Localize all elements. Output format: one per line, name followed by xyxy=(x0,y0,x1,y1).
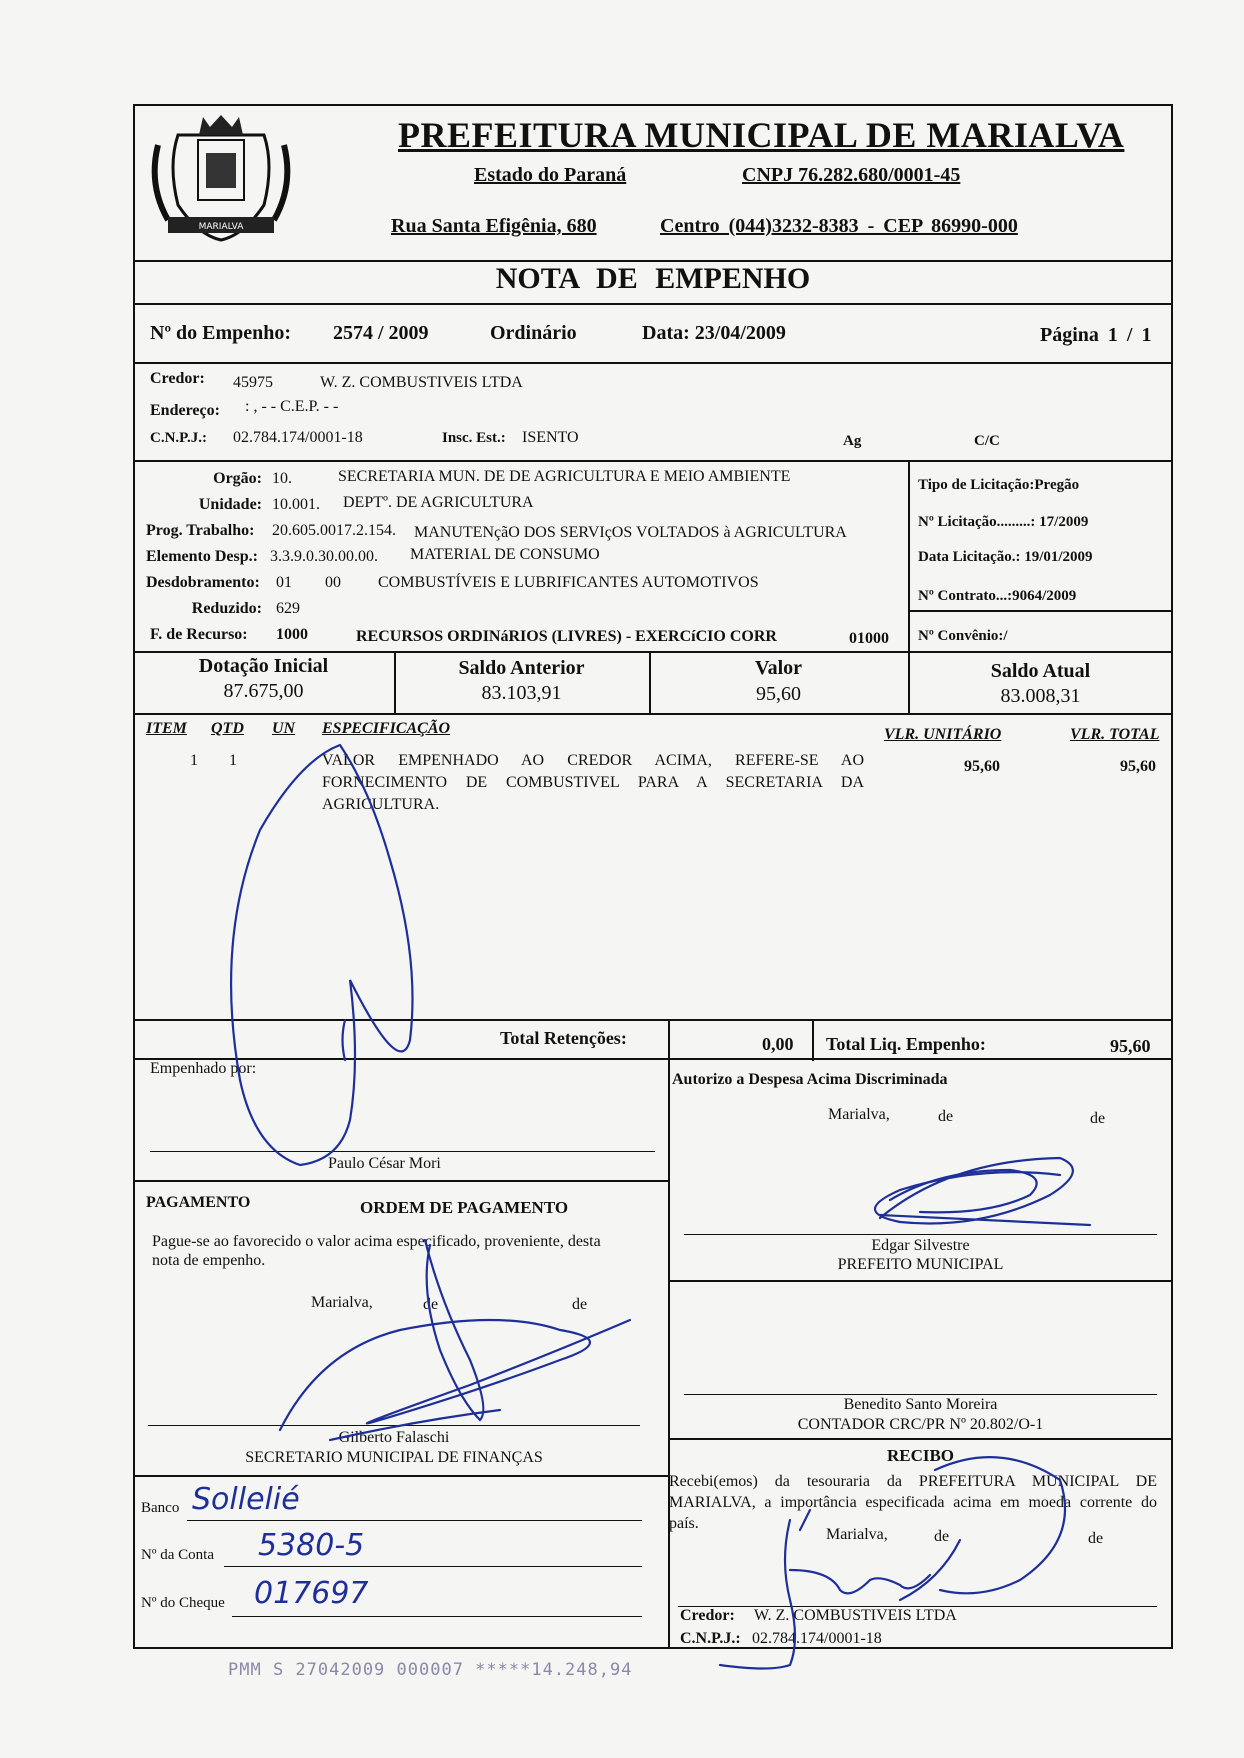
col-header-item: ITEM xyxy=(146,720,187,737)
divider xyxy=(133,1058,1173,1060)
recurso-code: 1000 xyxy=(276,626,308,643)
divider xyxy=(133,460,1173,462)
endereco-value: : , - - C.E.P. - - xyxy=(245,398,339,415)
cheque-value: 017697 xyxy=(254,1576,369,1611)
bank-stamp: PMM S 27042009 000007 *****14.248,94 xyxy=(228,1660,633,1680)
divider xyxy=(133,1475,668,1477)
signature-line xyxy=(684,1394,1157,1395)
endereco-label: Endereço: xyxy=(150,402,220,419)
contrato-numero: Nº Contrato...:9064/2009 xyxy=(918,588,1077,604)
signature-line xyxy=(150,1151,655,1152)
pagamento-de1: de xyxy=(423,1296,439,1313)
address-label: Centro (044)3232-8383 - CEP 86990-000 xyxy=(660,215,1018,237)
cc-label: C/C xyxy=(974,433,1000,449)
banco-label: Banco xyxy=(141,1500,180,1516)
col-header-un: UN xyxy=(272,720,296,737)
valor-label: Valor xyxy=(754,657,803,679)
document-title: NOTA DE EMPENHO xyxy=(495,262,811,295)
pagamento-de2: de xyxy=(572,1296,588,1313)
banco-value: Sollelié xyxy=(192,1482,300,1517)
reduzido-value: 629 xyxy=(276,600,300,617)
desd-code2: 00 xyxy=(325,574,341,591)
insc-value: ISENTO xyxy=(522,429,579,446)
secretario-name: Gilberto Falaschi xyxy=(338,1429,450,1446)
item-unit-value: 95,60 xyxy=(964,758,1000,775)
item-number: 1 xyxy=(190,752,198,769)
desd-code1: 01 xyxy=(276,574,292,591)
recibo-text-line3: país. xyxy=(669,1515,699,1532)
orgao-code: 10. xyxy=(272,470,292,487)
recibo-credor-value: W. Z. COMBUSTIVEIS LTDA xyxy=(754,1607,957,1624)
item-spec-line3: AGRICULTURA. xyxy=(322,796,440,813)
svg-text:MARIALVA: MARIALVA xyxy=(198,222,244,232)
unidade-name: DEPTº. DE AGRICULTURA xyxy=(343,494,534,511)
page-title: PREFEITURA MUNICIPAL DE MARIALVA xyxy=(398,115,1125,155)
field-line xyxy=(232,1616,642,1617)
divider xyxy=(668,1280,1173,1282)
divider xyxy=(668,1058,670,1649)
autorizo-de2: de xyxy=(1090,1110,1106,1127)
prog-code: 20.605.0017.2.154. xyxy=(272,522,396,539)
autorizo-label: Autorizo a Despesa Acima Discriminada xyxy=(672,1071,948,1088)
signature-line xyxy=(684,1234,1157,1235)
licitacao-numero: Nº Licitação.........: 17/2009 xyxy=(918,514,1089,530)
signature-line xyxy=(148,1425,640,1426)
saldo-atual-label: Saldo Atual xyxy=(990,660,1091,682)
divider xyxy=(908,460,910,652)
credor-cnpj: 02.784.174/0001-18 xyxy=(233,429,363,446)
total-liquido-value: 95,60 xyxy=(1110,1036,1151,1056)
autorizo-city: Marialva, xyxy=(828,1106,890,1123)
orgao-name: SECRETARIA MUN. DE DE AGRICULTURA E MEIO AMBIENTE xyxy=(338,468,791,485)
col-header-total: VLR. TOTAL xyxy=(1070,726,1160,743)
recibo-credor-label: Credor: xyxy=(680,1607,735,1624)
col-header-qtd: QTD xyxy=(211,720,244,737)
recurso-num: 01000 xyxy=(849,630,889,647)
unidade-label: Unidade: xyxy=(198,496,262,513)
conta-label: Nº da Conta xyxy=(141,1547,214,1563)
empenhado-name: Paulo César Mori xyxy=(328,1155,441,1172)
secretario-role: SECRETARIO MUNICIPAL DE FINANÇAS xyxy=(245,1449,543,1466)
saldo-anterior-label: Saldo Anterior xyxy=(458,657,585,679)
empenho-number-label: Nº do Empenho: xyxy=(150,322,292,344)
total-liquido-label: Total Liq. Empenho: xyxy=(826,1034,986,1054)
recibo-text-line2: MARIALVA, a importância especificada acima em moeda corrente do xyxy=(669,1494,1157,1511)
ag-label: Ag xyxy=(843,433,862,449)
item-total-value: 95,60 xyxy=(1120,758,1156,775)
recurso-name: RECURSOS ORDINáRIOS (LIVRES) - EXERCíCIO CORR xyxy=(356,628,777,645)
col-header-unit: VLR. UNITÁRIO xyxy=(884,726,1002,743)
recibo-title: RECIBO xyxy=(886,1446,955,1465)
page-number: Página 1 / 1 xyxy=(1040,324,1152,346)
prefeito-role: PREFEITO MUNICIPAL xyxy=(837,1256,1004,1273)
recibo-cnpj-label: C.N.P.J.: xyxy=(680,1630,741,1647)
elem-name: MATERIAL DE CONSUMO xyxy=(410,546,600,563)
convenio-numero: Nº Convênio:/ xyxy=(918,628,1008,644)
elem-code: 3.3.9.0.30.00.00. xyxy=(270,548,378,565)
recibo-de2: de xyxy=(1088,1530,1104,1547)
divider xyxy=(668,1438,1173,1440)
pagamento-label: PAGAMENTO xyxy=(146,1194,251,1211)
divider xyxy=(133,1019,1173,1021)
licitacao-data: Data Licitação.: 19/01/2009 xyxy=(918,549,1093,565)
desd-label: Desdobramento: xyxy=(146,574,260,591)
saldo-anterior-value: 83.103,91 xyxy=(481,682,562,704)
credor-name: W. Z. COMBUSTIVEIS LTDA xyxy=(320,374,523,391)
orgao-label: Orgão: xyxy=(213,470,262,487)
item-spec-line2: FORNECIMENTO DE COMBUSTIVEL PARA A SECRETARIA DA xyxy=(322,774,864,791)
field-line xyxy=(224,1566,642,1567)
divider xyxy=(133,1180,668,1182)
empenho-date: Data: 23/04/2009 xyxy=(642,322,786,344)
valor-value: 95,60 xyxy=(756,683,801,705)
state-label: Estado do Paraná xyxy=(474,164,627,186)
cnpj-label-credor: C.N.P.J.: xyxy=(150,430,207,446)
contador-name: Benedito Santo Moreira xyxy=(843,1396,998,1413)
pagamento-text-line1: Pague-se ao favorecido o valor acima especificado, proveniente, desta xyxy=(152,1233,601,1250)
conta-value: 5380-5 xyxy=(258,1528,365,1563)
insc-label: Insc. Est.: xyxy=(442,430,506,446)
recibo-text-line1: Recebi(emos) da tesouraria da PREFEITURA MUNICIPAL DE xyxy=(669,1473,1157,1490)
total-retencoes-label: Total Retenções: xyxy=(500,1028,627,1048)
credor-label: Credor: xyxy=(150,370,205,387)
recurso-label: F. de Recurso: xyxy=(150,626,248,643)
recibo-cnpj-value: 02.784.174/0001-18 xyxy=(752,1630,882,1647)
item-spec-line1: VALOR EMPENHADO AO CREDOR ACIMA, REFERE-SE AO xyxy=(322,752,864,769)
dotacao-label: Dotação Inicial xyxy=(198,655,329,677)
empenhado-label: Empenhado por: xyxy=(150,1060,257,1077)
credor-code: 45975 xyxy=(233,374,273,391)
divider xyxy=(668,1019,670,1061)
pagamento-city: Marialva, xyxy=(311,1294,373,1311)
empenho-type: Ordinário xyxy=(490,322,577,344)
elem-label: Elemento Desp.: xyxy=(146,548,258,565)
saldo-atual-value: 83.008,31 xyxy=(1000,685,1081,707)
contador-role: CONTADOR CRC/PR Nº 20.802/O-1 xyxy=(797,1416,1044,1433)
licitacao-tipo: Tipo de Licitação:Pregão xyxy=(918,477,1080,493)
field-line xyxy=(187,1520,642,1521)
recibo-city: Marialva, xyxy=(826,1526,888,1543)
divider xyxy=(133,713,1173,715)
municipal-coat-of-arms-icon xyxy=(148,105,294,255)
autorizo-de1: de xyxy=(938,1108,954,1125)
cheque-label: Nº do Cheque xyxy=(141,1595,225,1611)
desd-name: COMBUSTÍVEIS E LUBRIFICANTES AUTOMOTIVOS xyxy=(378,574,759,591)
total-retencoes-value: 0,00 xyxy=(762,1034,794,1054)
divider xyxy=(133,303,1173,305)
col-header-spec: ESPECIFICAÇÃO xyxy=(322,720,451,737)
divider xyxy=(908,610,1173,612)
cnpj-label: CNPJ 76.282.680/0001-45 xyxy=(742,164,961,186)
empenho-number: 2574 / 2009 xyxy=(333,322,429,344)
prog-label: Prog. Trabalho: xyxy=(146,522,255,539)
recibo-de1: de xyxy=(934,1528,950,1545)
pagamento-text-line2: nota de empenho. xyxy=(152,1252,266,1269)
divider xyxy=(133,362,1173,364)
item-qtd: 1 xyxy=(229,752,237,769)
divider xyxy=(812,1019,814,1061)
unidade-code: 10.001. xyxy=(272,496,320,513)
prog-name: MANUTENçãO DOS SERVIçOS VOLTADOS à AGRICULTURA xyxy=(414,524,847,541)
dotacao-value: 87.675,00 xyxy=(223,680,304,702)
street-label: Rua Santa Efigênia, 680 xyxy=(391,215,597,237)
divider xyxy=(133,651,1173,653)
ordem-pagamento-label: ORDEM DE PAGAMENTO xyxy=(360,1198,569,1217)
prefeito-name: Edgar Silvestre xyxy=(871,1237,970,1254)
reduzido-label: Reduzido: xyxy=(191,600,262,617)
